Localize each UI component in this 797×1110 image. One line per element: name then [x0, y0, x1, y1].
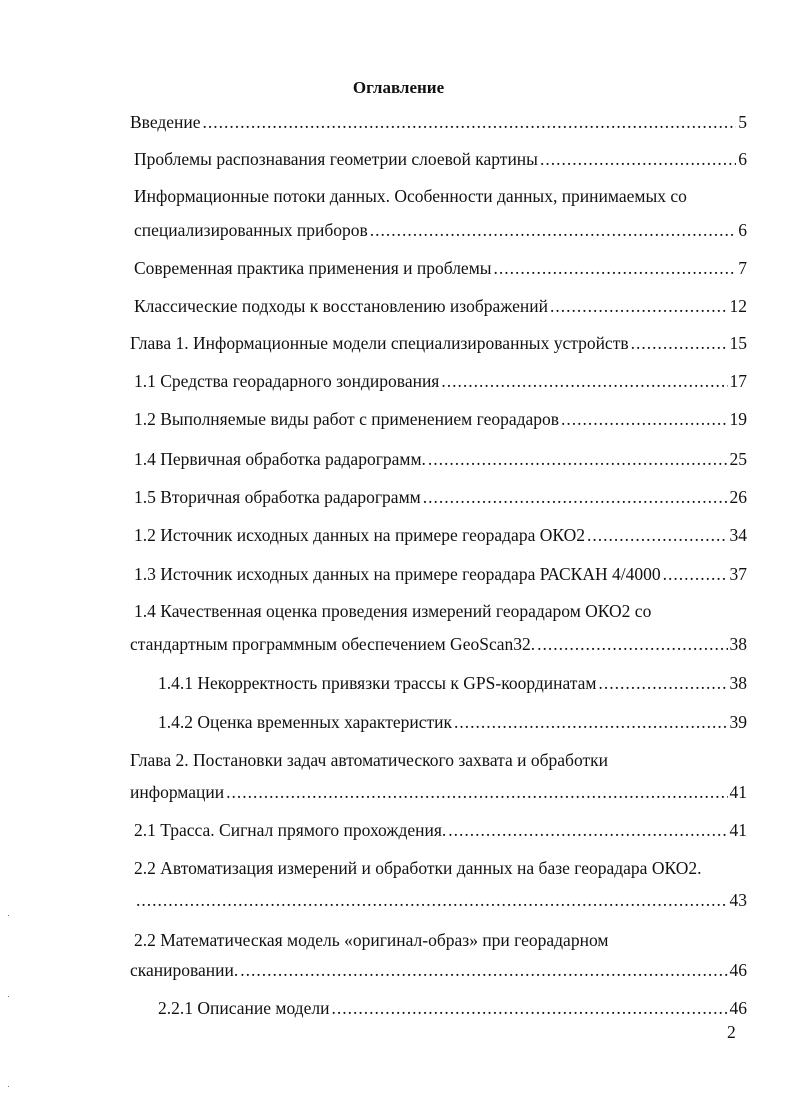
toc-entry-page: 37 — [729, 564, 747, 584]
toc-entry-page: 25 — [729, 449, 747, 469]
toc-entry[interactable] — [130, 633, 747, 655]
toc-entry-title-cont: специализированных приборов — [134, 220, 368, 240]
toc-entry-title[interactable]: 1.4 Качественная оценка проведения измерений георадаром ОКО2 со — [134, 601, 652, 621]
toc-entry[interactable] — [134, 889, 747, 911]
toc-entry[interactable] — [134, 408, 747, 430]
leader-dots — [226, 781, 727, 803]
leader-dots — [423, 486, 728, 508]
leader-dots — [550, 295, 727, 317]
toc-entry-page: 38 — [729, 634, 747, 654]
scan-speck — [8, 915, 9, 916]
toc-entry[interactable] — [130, 332, 747, 354]
toc-entry[interactable] — [134, 486, 747, 508]
leader-dots — [136, 889, 728, 911]
page-title: Оглавление — [352, 78, 445, 97]
toc-entry-title-cont: стандартным программным обеспечением GeoScan32. — [130, 634, 536, 654]
toc-entry-page: 17 — [729, 371, 747, 391]
scan-speck — [8, 996, 9, 997]
toc-entry-page: 5 — [738, 112, 747, 132]
leader-dots — [663, 563, 728, 585]
leader-dots — [428, 448, 728, 470]
toc-entry-title[interactable]: 2.2 Автоматизация измерений и обработки данных на базе георадара ОКО2. — [134, 858, 702, 878]
toc-entry-title: Проблемы распознавания геометрии слоевой картины — [134, 149, 538, 169]
leader-dots — [599, 672, 728, 694]
toc-entry[interactable] — [130, 959, 747, 981]
leader-dots — [441, 370, 727, 392]
toc-entry[interactable] — [158, 711, 747, 733]
leader-dots — [448, 819, 727, 841]
leader-dots — [587, 524, 728, 546]
toc-entry-title: 1.1 Средства георадарного зондирования — [134, 371, 440, 391]
toc-entry-title-cont: сканировании. — [130, 960, 239, 980]
toc-entry-title: 1.3 Источник исходных данных на примере георадара РАСКАН 4/4000 — [134, 564, 661, 584]
toc-entry-title: 1.4.2 Оценка временных характеристик — [158, 712, 453, 732]
toc-entry-title: Глава 1. Информационные модели специализированных устройств — [130, 333, 629, 353]
toc-entry[interactable] — [134, 257, 747, 279]
toc-entry-page: 7 — [738, 258, 747, 278]
toc-entry-page: 26 — [729, 487, 747, 507]
toc-entry-page: 41 — [729, 782, 747, 802]
toc-entry-page: 39 — [729, 712, 747, 732]
toc-entry[interactable] — [134, 563, 747, 585]
leader-dots — [454, 711, 727, 733]
toc-entry-title[interactable]: 2.2 Математическая модель «оригинал-образ» при георадарном — [134, 930, 609, 950]
scan-speck — [8, 1086, 9, 1087]
toc-entry-title-cont: информации — [130, 782, 225, 802]
toc-entry[interactable] — [134, 370, 747, 392]
toc-entry-page: 15 — [729, 333, 747, 353]
toc-entry[interactable] — [158, 997, 747, 1019]
toc-entry[interactable] — [134, 148, 747, 170]
toc-entry-page: 41 — [729, 820, 747, 840]
page-number: 2 — [727, 1022, 736, 1042]
toc-entry[interactable] — [134, 295, 747, 317]
leader-dots — [370, 219, 737, 241]
toc-entry[interactable] — [134, 448, 747, 470]
leader-dots — [631, 332, 728, 354]
leader-dots — [561, 408, 727, 430]
toc-entry[interactable] — [130, 781, 747, 803]
toc-entry-page: 6 — [738, 149, 747, 169]
toc-entry-page: 6 — [738, 220, 747, 240]
toc-entry-title: Современная практика применения и проблемы — [134, 258, 492, 278]
toc-entry-title: 1.5 Вторичная обработка радарограмм — [134, 487, 421, 507]
toc-entry-title: 1.4.1 Некорректность привязки трассы к GPS-координатам — [158, 673, 597, 693]
toc-entry[interactable] — [134, 219, 747, 241]
toc-entry-title[interactable]: Информационные потоки данных. Особенности данных, принимаемых со — [134, 186, 687, 206]
toc-entry[interactable] — [130, 111, 747, 133]
toc-entry-title[interactable]: Глава 2. Постановки задач автоматического захвата и обработки — [130, 750, 608, 770]
toc-entry[interactable] — [134, 819, 747, 841]
leader-dots — [537, 633, 727, 655]
toc-entry[interactable] — [158, 672, 747, 694]
leader-dots — [331, 997, 727, 1019]
toc-entry-page: 19 — [729, 409, 747, 429]
toc-entry-title: 1.4 Первичная обработка радарограмм. — [134, 449, 426, 469]
toc-entry-title: 1.2 Выполняемые виды работ с применением георадаров — [134, 409, 560, 429]
toc-entry-title: 2.1 Трасса. Сигнал прямого прохождения. — [134, 820, 447, 840]
leader-dots — [240, 959, 727, 981]
toc-entry-page: 46 — [729, 998, 747, 1018]
toc-entry-page: 34 — [729, 525, 747, 545]
toc-entry-page: 43 — [729, 890, 747, 910]
toc-entry-page: 46 — [729, 960, 747, 980]
toc-entry-title: Классические подходы к восстановлению изображений — [134, 296, 549, 316]
toc-entry-page: 12 — [729, 296, 747, 316]
leader-dots — [540, 148, 736, 170]
toc-entry-title: 1.2 Источник исходных данных на примере георадара ОКО2 — [134, 525, 585, 545]
toc-entry[interactable] — [134, 524, 747, 546]
toc-entry-title: 2.2.1 Описание модели — [158, 998, 330, 1018]
toc-entry-page: 38 — [729, 673, 747, 693]
leader-dots — [494, 257, 737, 279]
toc-entry-title: Введение — [130, 112, 201, 132]
leader-dots — [203, 111, 737, 133]
